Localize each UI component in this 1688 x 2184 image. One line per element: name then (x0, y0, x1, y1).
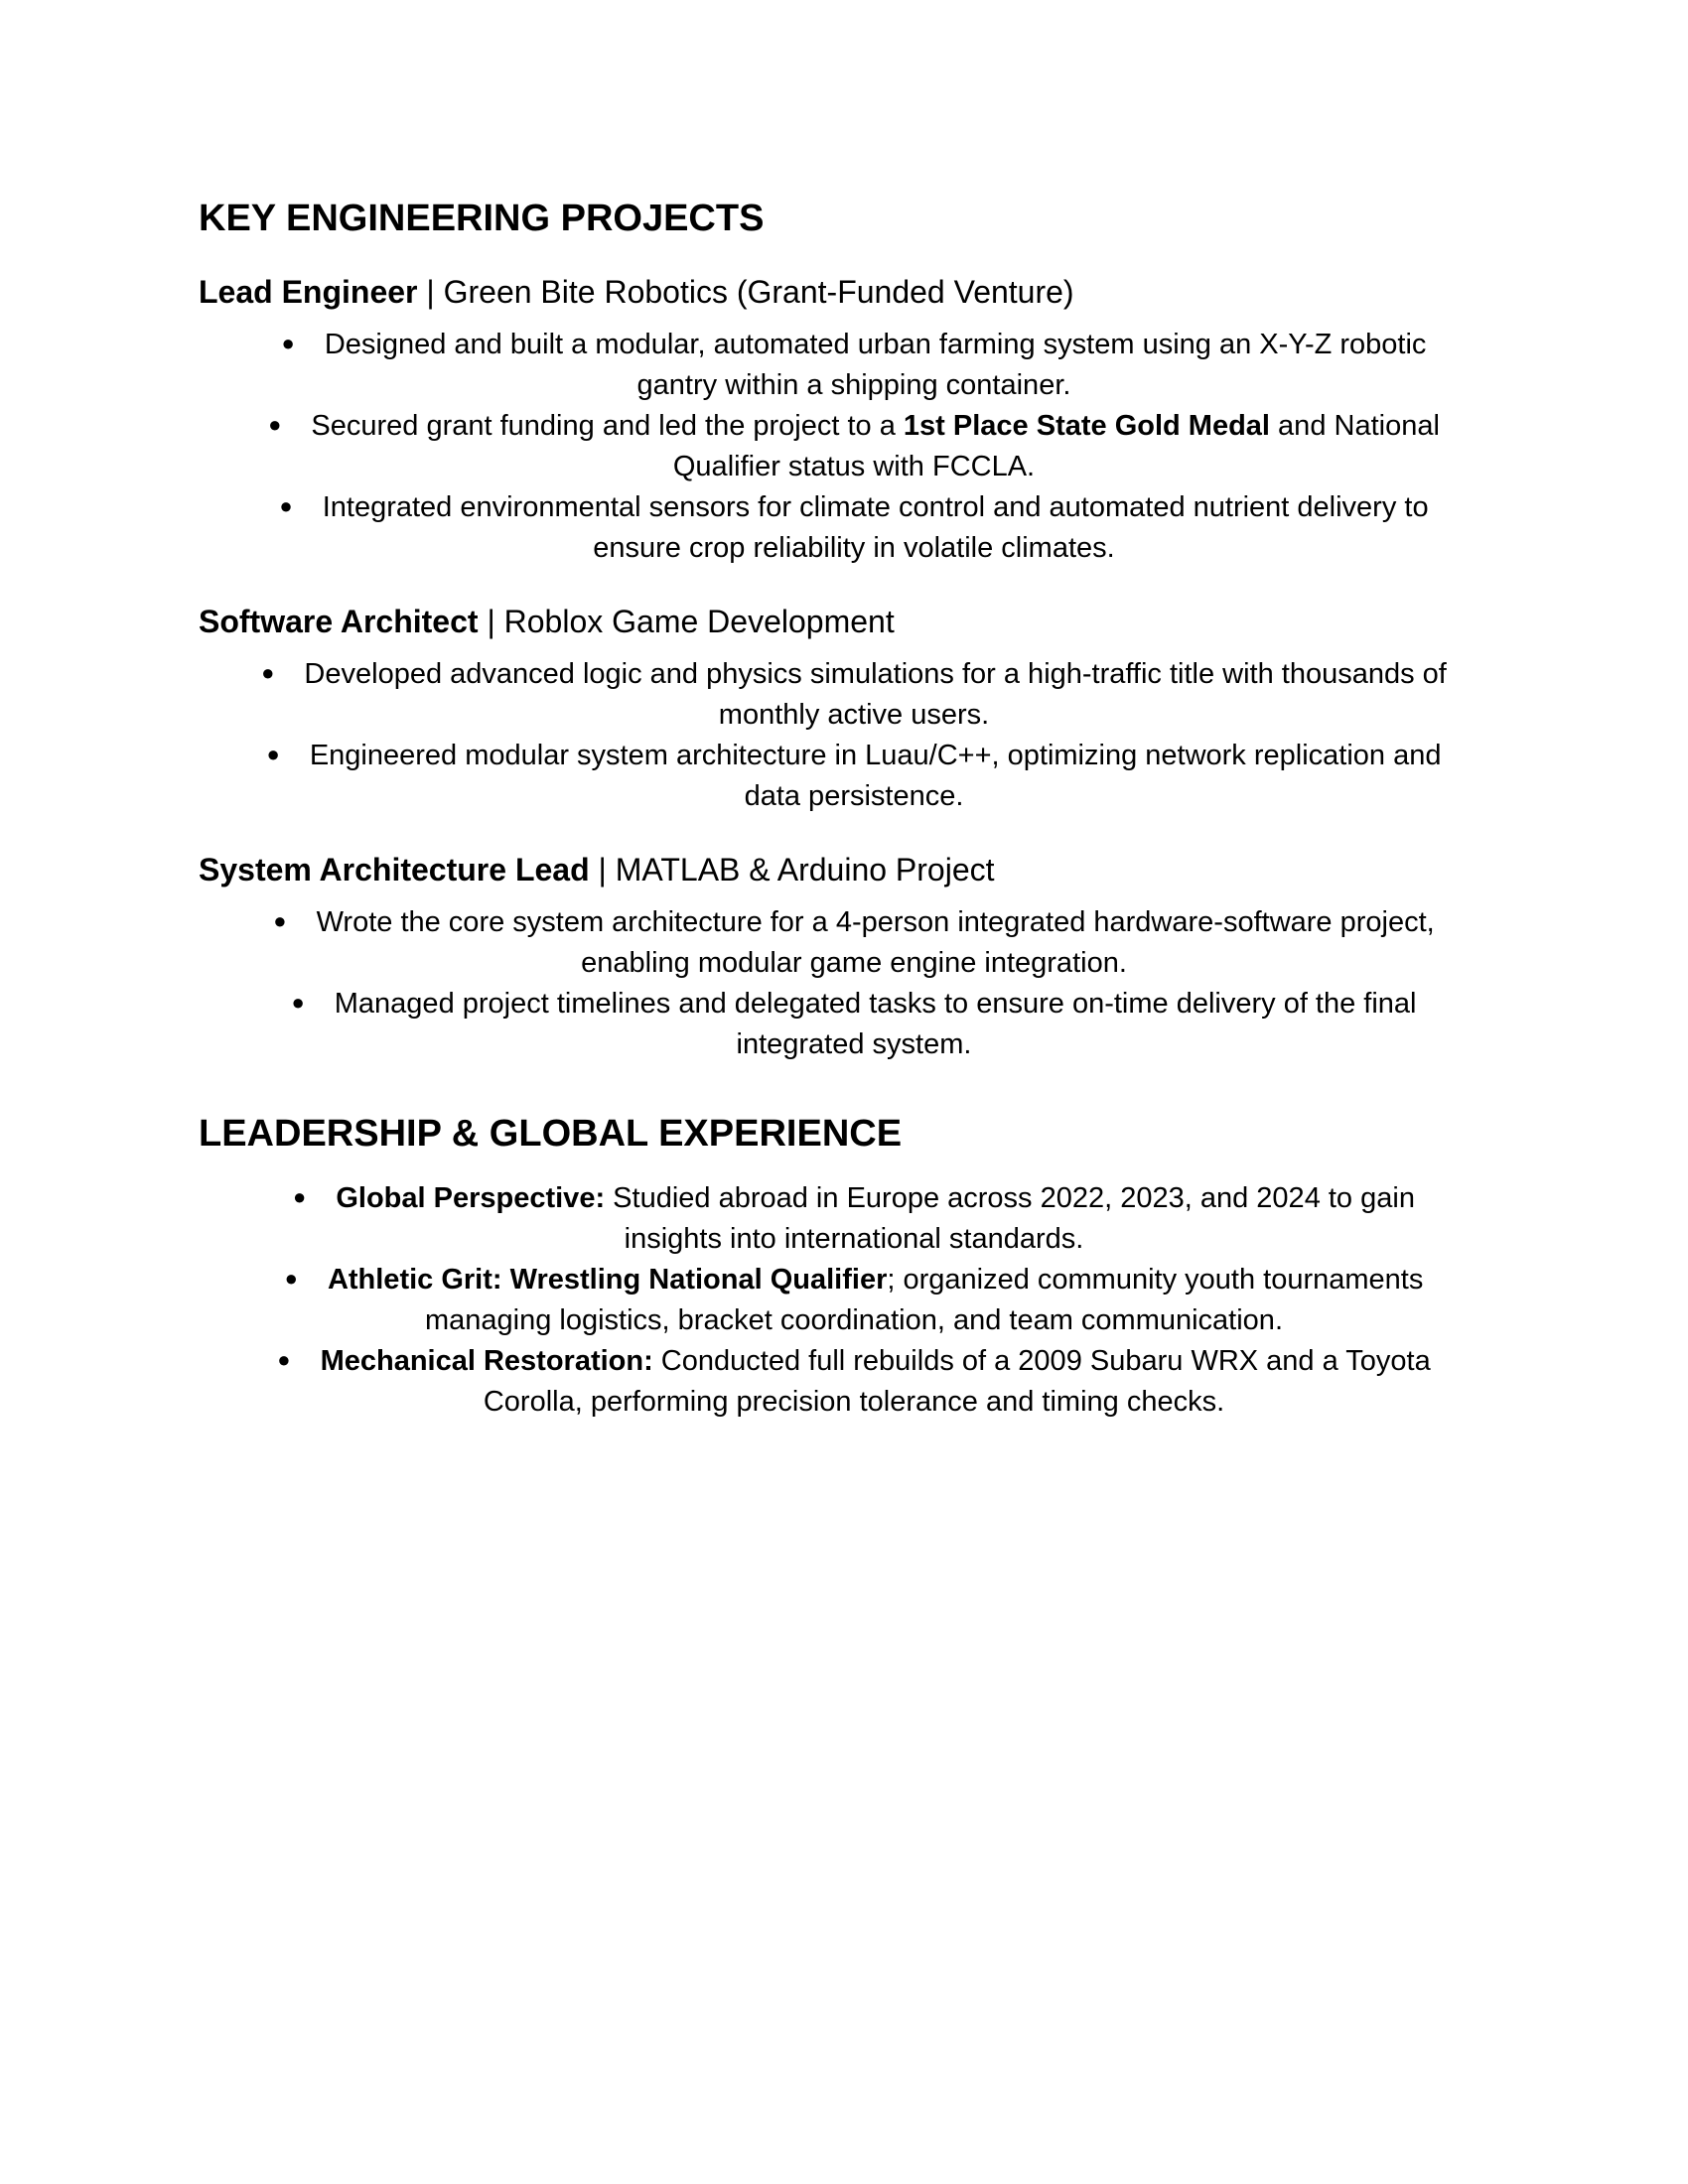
bullet-icon: ● (279, 493, 293, 518)
resume-page (199, 195, 1489, 1422)
bullet-item (199, 324, 1489, 405)
section-title-projects: KEY ENGINEERING PROJECTS (199, 198, 765, 239)
bullet-text-post: Conducted full rebuilds of a 2009 Subaru WRX and a Toyota Corolla, performing precision tolerance and timing checks. (483, 1345, 1431, 1418)
org-name: Roblox Game Development (503, 604, 895, 639)
bullet-icon: ● (281, 331, 295, 355)
section-title-leadership: LEADERSHIP & GLOBAL EXPERIENCE (199, 1113, 903, 1155)
bullet-item (199, 1177, 1489, 1259)
bullet-text-bold: 1st Place State Gold Medal (903, 410, 1270, 442)
separator: | (417, 274, 444, 310)
bullet-item (199, 983, 1489, 1064)
project-heading-software-architect (199, 602, 1489, 641)
bullet-icon: ● (277, 1347, 291, 1372)
bullet-text: Engineered modular system architecture in Luau/C++, optimizing network replication and data persistence. (309, 740, 1442, 812)
org-name: MATLAB & Arduino Project (615, 852, 995, 887)
role-title: Software Architect (199, 604, 479, 639)
project-bullets (199, 901, 1489, 1064)
bullet-text: Integrated environmental sensors for climate control and automated nutrient delivery to ensure crop reliability in volatile climates. (322, 491, 1429, 564)
bullet-text-post: and National Qualifier status with FCCLA. (672, 410, 1440, 482)
bullet-text-post: Studied abroad in Europe across 2022, 2023, and 2024 to gain insights into international standards. (605, 1182, 1415, 1255)
project-heading-lead-engineer (199, 272, 1489, 312)
bullet-icon: ● (291, 990, 305, 1015)
bullet-icon: ● (284, 1266, 298, 1291)
bullet-text: Wrote the core system architecture for a 4-person integrated hardware-software project, enabling modular game engine integration. (316, 906, 1435, 979)
project-bullets (199, 653, 1489, 816)
bullet-text-post: ; organized community youth tournaments managing logistics, bracket coordination, and team communication. (424, 1264, 1424, 1336)
bullet-text-bold: Mechanical Restoration: (320, 1345, 653, 1377)
separator: | (478, 604, 504, 639)
bullet-icon: ● (268, 412, 282, 437)
bullet-icon: ● (273, 908, 287, 933)
bullet-text: Developed advanced logic and physics simulations for a high-traffic title with thousands of monthly active users. (304, 658, 1447, 731)
project-heading-system-architecture-lead (199, 850, 1489, 889)
bullet-text-bold: Global Perspective: (336, 1182, 606, 1214)
bullet-item (199, 653, 1489, 735)
bullet-text-pre: Secured grant funding and led the project to a (311, 410, 904, 442)
bullet-item (199, 901, 1489, 983)
bullet-item (199, 405, 1489, 486)
role-title: System Architecture Lead (199, 852, 590, 887)
project-bullets (199, 324, 1489, 568)
bullet-text: Managed project timelines and delegated tasks to ensure on-time delivery of the final integrated system. (334, 988, 1417, 1060)
separator: | (589, 852, 616, 887)
leadership-bullets (199, 1177, 1489, 1422)
bullet-item (199, 486, 1489, 568)
bullet-item (199, 735, 1489, 816)
org-name: Green Bite Robotics (Grant-Funded Venture) (443, 274, 1074, 310)
bullet-item (199, 1340, 1489, 1422)
role-title: Lead Engineer (199, 274, 418, 310)
bullet-text: Designed and built a modular, automated urban farming system using an X-Y-Z robotic gantry within a shipping container. (324, 329, 1427, 401)
bullet-text-bold: Athletic Grit: Wrestling National Qualifier (327, 1264, 888, 1296)
bullet-icon: ● (293, 1184, 307, 1209)
bullet-icon: ● (266, 742, 280, 766)
bullet-item (199, 1259, 1489, 1340)
bullet-icon: ● (261, 660, 275, 685)
